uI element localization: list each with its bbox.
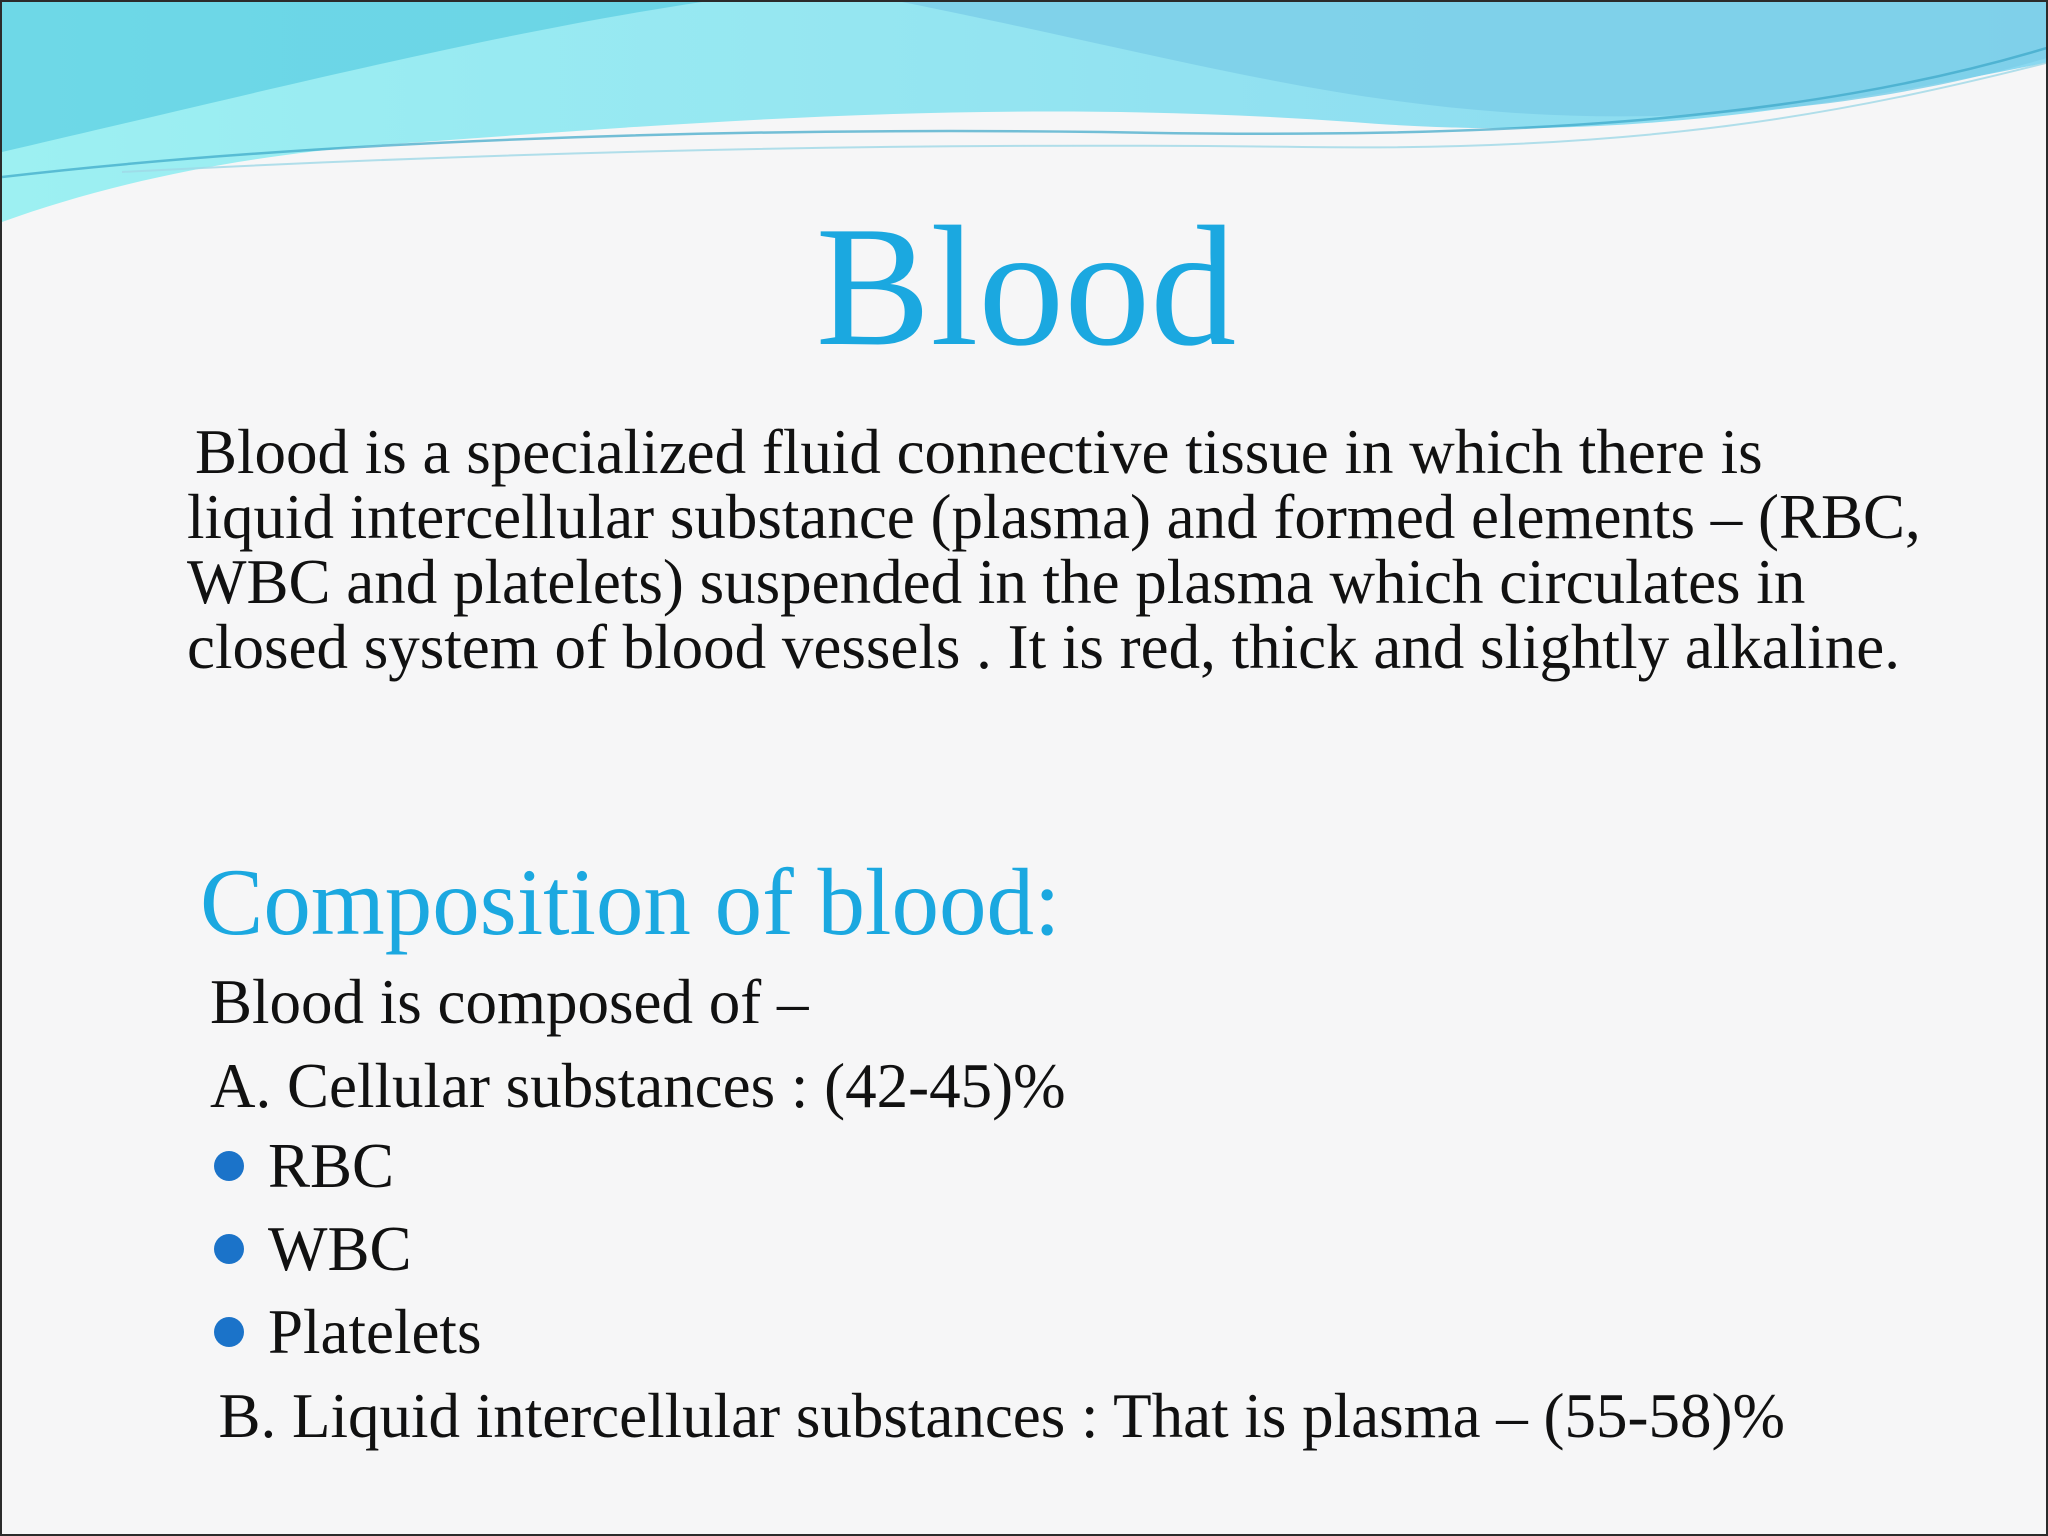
bullet-label: Platelets bbox=[268, 1297, 482, 1367]
intro-paragraph bbox=[187, 417, 1947, 682]
intro-line-1: Blood is a specialized fluid connective tissue in which there is bbox=[195, 417, 1763, 487]
bullet-item-platelets bbox=[214, 1296, 481, 1368]
composed-of-line: Blood is composed of – bbox=[210, 967, 809, 1037]
bullet-dot-icon bbox=[214, 1151, 244, 1181]
bullet-item-rbc bbox=[214, 1130, 394, 1202]
composition-heading: Composition of blood: bbox=[200, 849, 1061, 955]
section-b-paragraph bbox=[187, 1381, 1887, 1451]
section-b-text: B. Liquid intercellular substances : That is plasma – (55-58)% bbox=[218, 1381, 1785, 1451]
bullet-label: WBC bbox=[268, 1214, 412, 1284]
bullet-label: RBC bbox=[268, 1131, 395, 1201]
intro-rest: liquid intercellular substance (plasma) and formed elements – (RBC, WBC and platelets) suspended in the plasma which circulates in closed system of blood vessels . It is red, thick and slightly alkaline. bbox=[187, 482, 1921, 682]
slide-title: Blood bbox=[815, 192, 1237, 382]
bullet-dot-icon bbox=[214, 1234, 244, 1264]
bullet-dot-icon bbox=[214, 1317, 244, 1347]
section-a-line: A. Cellular substances : (42-45)% bbox=[210, 1051, 1066, 1121]
bullet-item-wbc bbox=[214, 1213, 412, 1285]
